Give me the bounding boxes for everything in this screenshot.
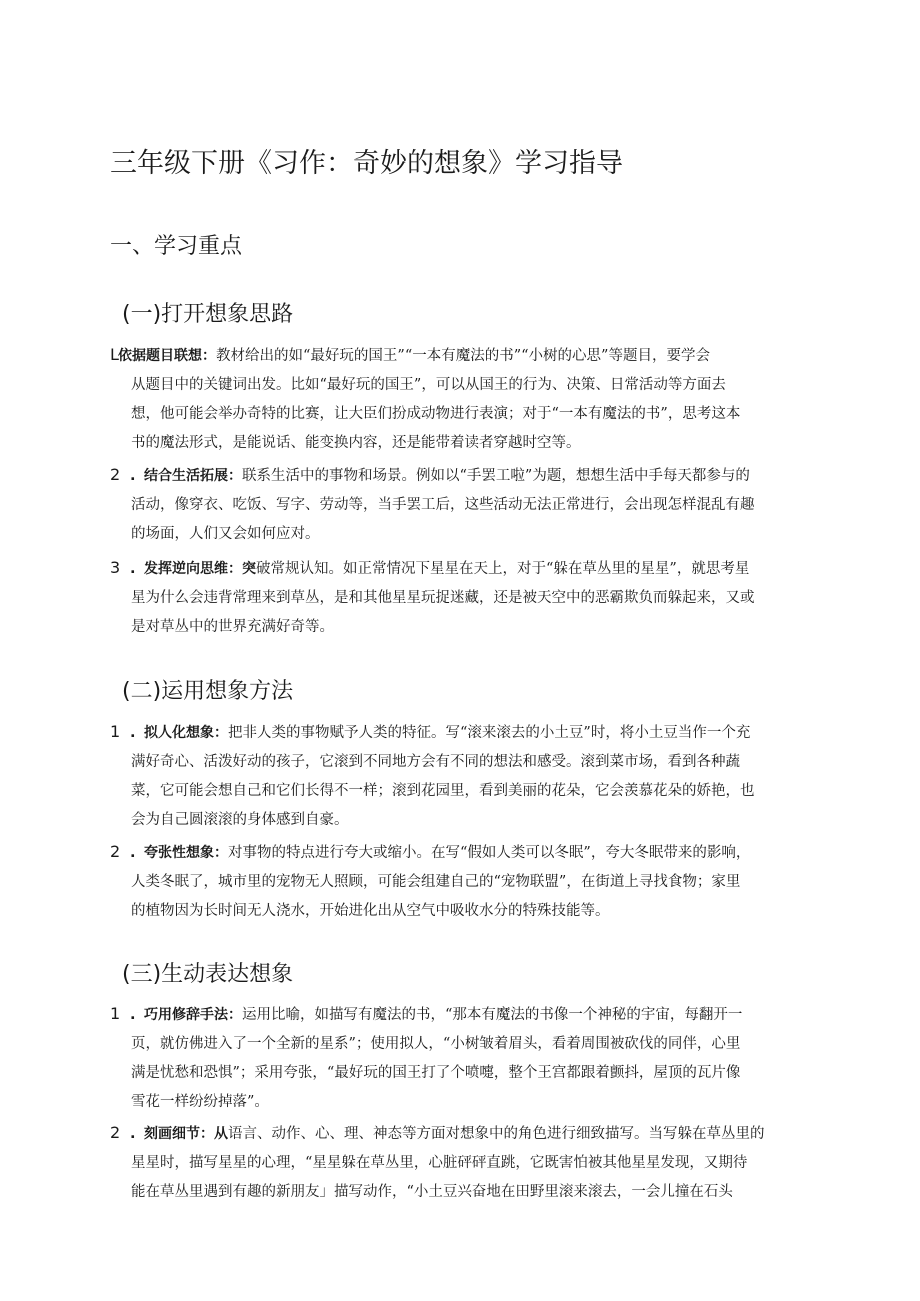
list-item — [110, 340, 810, 458]
item-lead: 发挥逆向思维：突 — [144, 561, 256, 577]
item-lead: 依据题目联想： — [118, 348, 216, 364]
item-text: 语言、动作、心、理、神态等方面对想象中的角色进行细致描写。当写躲在草丛里的 — [228, 1126, 765, 1142]
list-item: 3 . 发挥逆向思维：突破常规认知。如正常情况下星星在天上，对于“躲在草丛里的星星”，就思考星 星为什么会违背常理来到草丛，是和其他星星玩捉迷藏，还是被天空中的恶霸欺负而躲起来，又或 是对草丛中的世界充满好奇等。 — [110, 553, 810, 642]
item-text: 满好奇心、活泼好动的孩子，它滚到不同地方会有不同的想法和感受。滚到菜市场，看到各种蔬 — [131, 754, 740, 770]
item-number: 2 — [110, 842, 121, 861]
item-text: 是对草丛中的世界充满好奇等。 — [131, 619, 334, 635]
item-text: 人类冬眠了，城市里的宠物无人照顾，可能会组建自己的“宠物联盟”，在街道上寻找食物；家里 — [131, 874, 741, 890]
item-text: 破常规认知。如正常情况下星星在天上，对于“躲在草丛里的星星”，就思考星 — [256, 561, 750, 577]
item-lead: 结合生活拓展： — [144, 468, 242, 484]
item-lead: 夸张性想象： — [144, 845, 228, 861]
item-number: L — [110, 345, 119, 364]
item-text: 页，就仿佛进入了一个全新的星系”；使用拟人，“小树皱着眉头，看着周围被砍伐的同伴，心里 — [131, 1036, 741, 1052]
item-text: 满是忧愁和恐惧”；采用夸张，“最好玩的国王打了个喷嚏，整个王宫都跟着颤抖，屋顶的瓦片像 — [131, 1065, 741, 1081]
document-title: 三年级下册《习作：奇妙的想象》学习指导 — [110, 148, 623, 179]
section-heading: 一、学习重点 — [110, 234, 243, 259]
item-text: 雪花一样纷纷掉落”。 — [131, 1094, 269, 1110]
item-lead: 拟人化想象： — [144, 725, 228, 741]
item-lead: 巧用修辞手法： — [144, 1007, 242, 1023]
subsection-heading-1: (一)打开想象思路 — [122, 302, 294, 327]
item-text: 把非人类的事物赋予人类的特征。写“滚来滚去的小土豆”时，将小土豆当作一个充 — [228, 725, 751, 741]
item-text: 从题目中的关键词出发。比如“最好玩的国王”，可以从国王的行为、决策、日常活动等方面去 — [131, 377, 726, 393]
item-text: 运用比喻，如描写有魔法的书，“那本有魔法的书像一个神秘的宇宙，每翻开一 — [242, 1007, 743, 1023]
list-item: 1 . 拟人化想象：把非人类的事物赋予人类的特征。写“滚来滚去的小土豆”时，将小土豆当作一个充 满好奇心、活泼好动的孩子，它滚到不同地方会有不同的想法和感受。滚到菜市场，看到各种蔬 菜，它可能会想自己和它们长得不一样；滚到花园里，看到美丽的花朵，它会羡慕花朵的娇艳，也 会为自己圆滚滚的身体感到自豪。 — [110, 717, 810, 835]
list-item: 2 . 刻画细节：从语言、动作、心、理、神态等方面对想象中的角色进行细致描写。当写躲在草丛里的 星星时，描写星星的心理，“星星躲在草丛里，心脏砰砰直跳，它既害怕被其他星星发现，又期待 能在草丛里遇到有趣的新朋友」描写动作，“小土豆兴奋地在田野里滚来滚去，一会儿撞在石头 — [110, 1118, 810, 1207]
item-lead: 刻画细节：从 — [144, 1126, 228, 1142]
item-number: 2 — [110, 1123, 121, 1142]
item-number: 1 — [110, 1004, 121, 1023]
item-text: 教材给出的如“最好玩的国王”“一本有魔法的书”“小树的心思”等题目，要学会 — [216, 348, 710, 364]
item-number: 3 — [110, 558, 121, 577]
item-text: 的植物因为长时间无人浇水，开始进化出从空气中吸收水分的特殊技能等。 — [131, 903, 610, 919]
item-text: 想，他可能会举办奇特的比赛，让大臣们扮成动物进行表演；对于“一本有魔法的书”，思考这本 — [131, 406, 741, 422]
subsection-heading-3: (三)生动表达想象 — [122, 962, 294, 987]
item-text: 能在草丛里遇到有趣的新朋友」描写动作，“小土豆兴奋地在田野里滚来滚去，一会儿撞在石头 — [131, 1184, 733, 1200]
list-item: 1 . 巧用修辞手法：运用比喻，如描写有魔法的书，“那本有魔法的书像一个神秘的宇宙，每翻开一 页，就仿佛进入了一个全新的星系”；使用拟人，“小树皱着眉头，看着周围被砍伐的同伴，心里 满是忧愁和恐惧”；采用夸张，“最好玩的国王打了个喷嚏，整个王宫都跟着颤抖，屋顶的瓦片像 雪花一样纷纷掉落”。 — [110, 999, 810, 1117]
list-item: 2 . 结合生活拓展：联系生活中的事物和场景。例如以“手罢工啦”为题，想想生活中手每天都参与的 活动，像穿衣、吃饭、写字、劳动等，当手罢工后，这些活动无法正常进行，会出现怎样混乱有趣 的场面，人们又会如何应对。 — [110, 460, 810, 549]
item-text: 星星时，描写星星的心理，“星星躲在草丛里，心脏砰砰直跳，它既害怕被其他星星发现，又期待 — [131, 1155, 748, 1171]
item-text: 会为自己圆滚滚的身体感到自豪。 — [131, 812, 349, 828]
item-number: 1 — [110, 722, 121, 741]
item-text: 书的魔法形式，是能说话、能变换内容，还是能带着读者穿越时空等。 — [131, 435, 581, 451]
subsection-heading-2: (二)运用想象方法 — [122, 679, 294, 704]
item-text: 联系生活中的事物和场景。例如以“手罢工啦”为题，想想生活中手每天都参与的 — [242, 468, 750, 484]
item-text: 活动，像穿衣、吃饭、写字、劳动等，当手罢工后，这些活动无法正常进行，会出现怎样混乱有趣 — [131, 497, 755, 513]
list-item: 2 . 夸张性想象：对事物的特点进行夸大或缩小。在写“假如人类可以冬眠”，夸大冬眠带来的影响， 人类冬眠了，城市里的宠物无人照顾，可能会组建自己的“宠物联盟”，在街道上寻找食物；家里 的植物因为长时间无人浇水，开始进化出从空气中吸收水分的特殊技能等。 — [110, 837, 810, 926]
item-text: 星为什么会违背常理来到草丛，是和其他星星玩捉迷藏，还是被天空中的恶霸欺负而躲起来，又或 — [131, 590, 755, 606]
item-text: 的场面，人们又会如何应对。 — [131, 526, 320, 542]
item-text: 菜，它可能会想自己和它们长得不一样；滚到花园里，看到美丽的花朵，它会羡慕花朵的娇艳，也 — [131, 783, 755, 799]
item-text: 对事物的特点进行夸大或缩小。在写“假如人类可以冬眠”，夸大冬眠带来的影响， — [228, 845, 751, 861]
item-number: 2 — [110, 465, 121, 484]
